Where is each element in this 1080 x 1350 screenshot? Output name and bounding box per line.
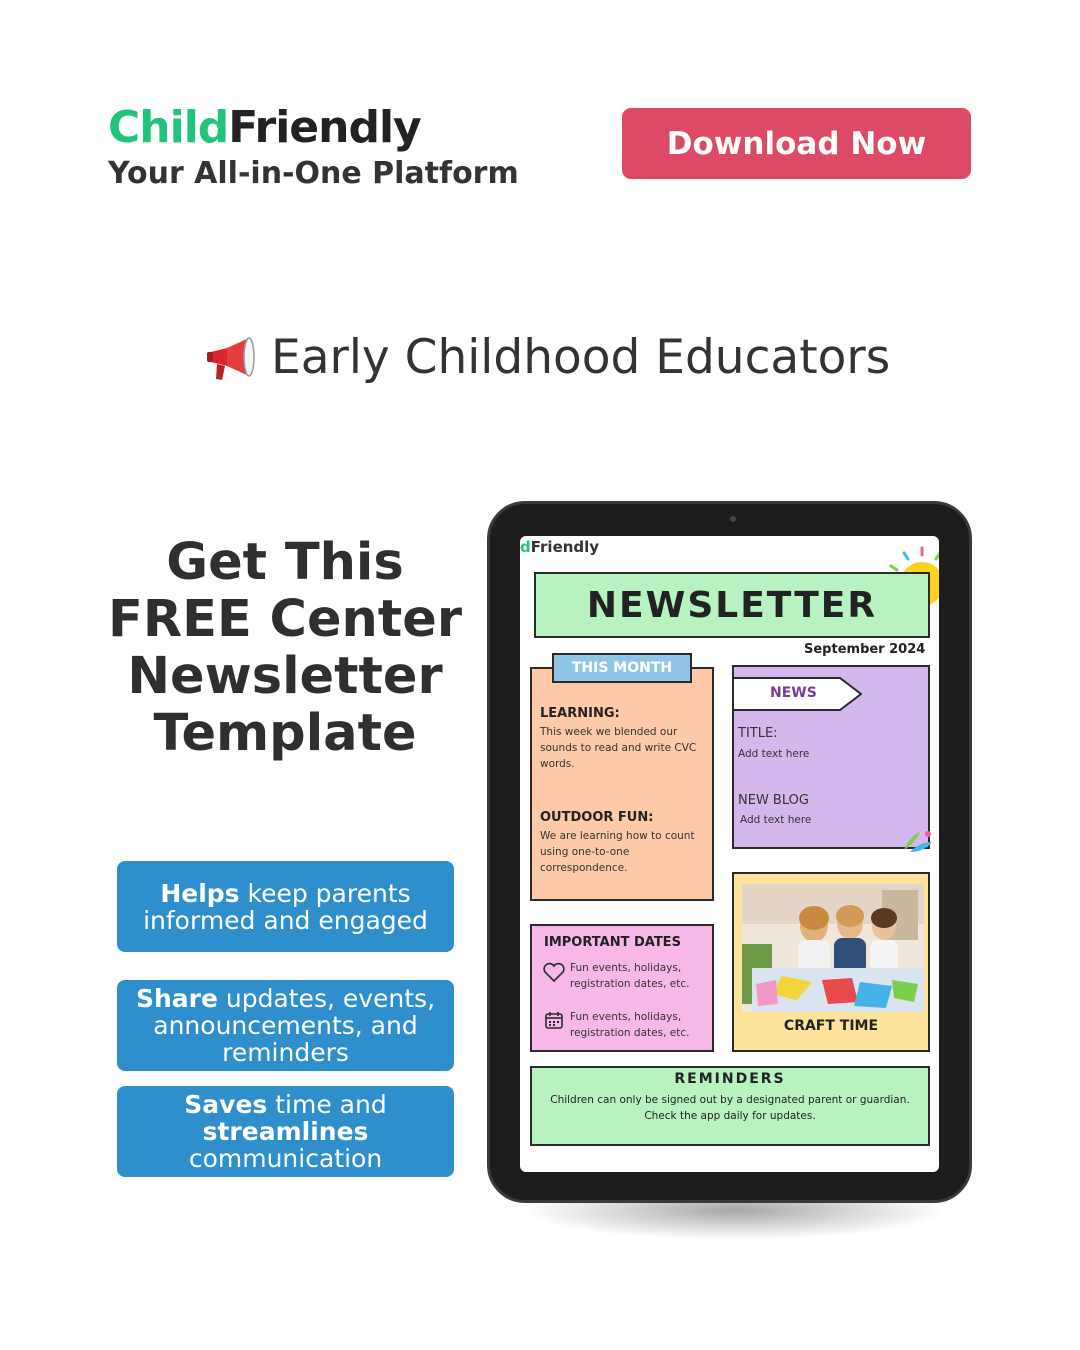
newsletter-preview [520,536,939,1172]
news-tag-label: NEWS [770,685,817,701]
reminder-line: Check the app daily for updates. [644,1110,816,1122]
new-blog-text: Add text here [740,814,812,826]
learning-heading: LEARNING: [540,706,620,721]
heart-icon [542,961,566,983]
date-item-text: Fun events, holidays, registration dates, etc. [570,1011,690,1039]
reminder-line: Children can only be signed out by a designated parent or guardian. [550,1094,910,1106]
newsletter-title: NEWSLETTER [586,584,878,626]
news-title-heading: TITLE: [738,726,778,741]
newsletter-date: September 2024 [804,642,926,657]
feature-text: time and [267,1090,387,1119]
outdoor-text: We are learning how to count using one-to-one correspondence. [540,830,695,874]
feature-card-informed [117,861,454,952]
feature-bold: streamlines [202,1117,369,1146]
new-blog-heading: NEW BLOG [738,793,809,808]
camera-dot [730,516,736,522]
feature-bold: Helps [160,878,240,908]
newsletter-header [534,572,930,638]
feature-text: keep parents informed and engaged [143,878,428,935]
megaphone-icon [205,334,257,382]
feature-card-share [117,980,454,1071]
feature-text: communication [188,1144,383,1173]
feature-text: updates, events, announcements, and reminders [153,984,436,1067]
promo-title-line: FREE Center [108,590,462,649]
promo-title-line: Newsletter [127,647,443,706]
date-item-text: Fun events, holidays, registration dates, etc. [570,962,690,990]
feature-card-saves [117,1086,454,1177]
important-dates-heading: IMPORTANT DATES [544,935,681,950]
download-now-button[interactable]: Download Now [622,108,971,179]
craft-time-label: CRAFT TIME [783,1018,879,1034]
feature-bold: Share [135,984,218,1013]
promo-title [100,534,470,762]
craft-time-photo [742,884,924,1012]
leaf-decoration-icon [900,828,934,854]
news-title-text: Add text here [738,748,810,760]
logo-part-child: Child [108,102,229,153]
this-month-ribbon: THIS MONTH [552,653,692,683]
headline-text: Early Childhood Educators [271,330,891,385]
calendar-icon [544,1010,564,1030]
tablet-device [487,501,972,1203]
logo-part-friendly: Friendly [228,102,421,153]
reminders-text [550,1092,910,1124]
promo-title-line: Get This [166,533,404,592]
headline [205,330,890,385]
newsletter-brand: dFriendly [520,538,600,556]
childfriendly-logo [108,100,421,156]
reminders-heading: REMINDERS [674,1071,786,1087]
outdoor-heading: OUTDOOR FUN: [540,810,654,825]
feature-bold: Saves [184,1090,268,1119]
brand-tagline: Your All-in-One Platform [108,156,519,191]
promo-title-line: Template [153,704,417,763]
learning-text: This week we blended our sounds to read and write CVC words. [540,726,697,770]
